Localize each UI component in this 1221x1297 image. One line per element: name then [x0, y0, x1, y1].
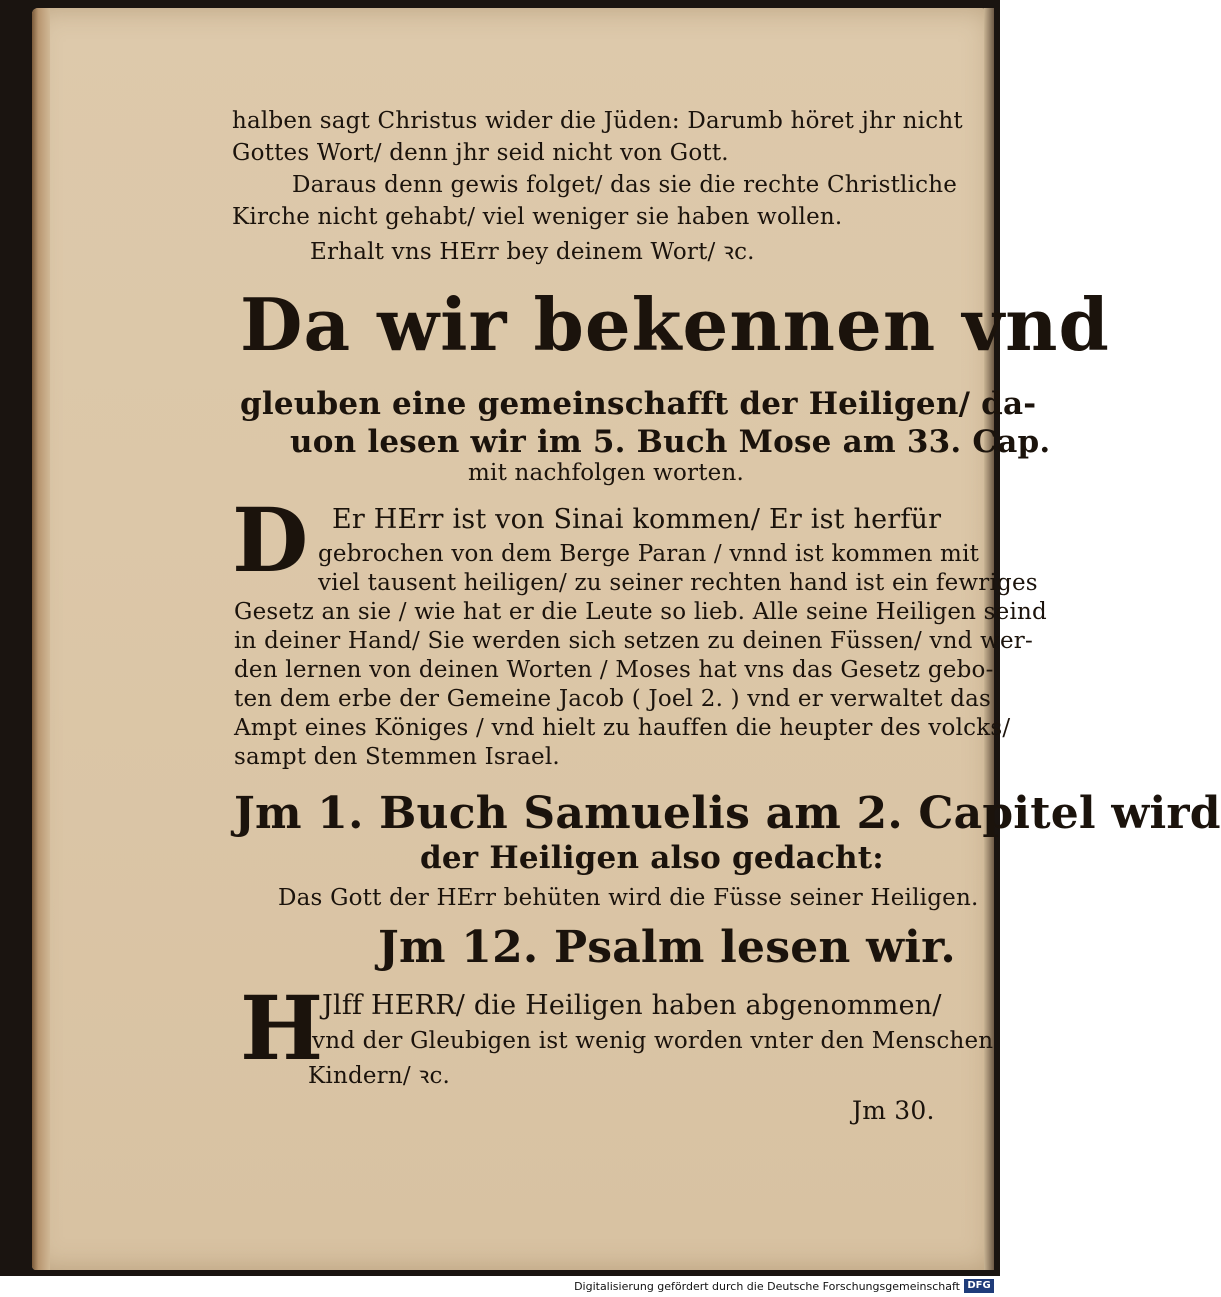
drop-initial: H — [240, 976, 324, 1080]
section-heading-line: gleuben eine gemeinschafft der Heiligen/ da- — [240, 386, 1037, 422]
section-heading: Jm 12. Psalm lesen wir. — [378, 922, 956, 973]
text-line: vnd der Gleubigen ist wenig worden vnter den Menschen — [312, 1028, 994, 1054]
text-line: gebrochen von dem Berge Paran / vnnd ist kommen mit — [318, 541, 980, 567]
text-line: Erhalt vns HErr bey deinem Wort/ ꝛc. — [310, 239, 755, 265]
text-line: Ampt eines Königes / vnd hielt zu hauffen die heupter des volcks/ — [234, 715, 1011, 741]
section-heading-line: mit nachfolgen worten. — [468, 460, 745, 486]
text-line: Daraus denn gewis folget/ das sie die rechte Christliche — [292, 172, 958, 198]
text-line: Jlff HERR/ die Heiligen haben abgenommen/ — [322, 990, 942, 1021]
drop-initial: D — [232, 488, 309, 592]
text-line: Kirche nicht gehabt/ viel weniger sie haben wollen. — [232, 204, 843, 230]
text-line: ten dem erbe der Gemeine Jacob ( Joel 2. ) vnd er verwaltet das — [234, 686, 992, 712]
text-line: halben sagt Christus wider die Jüden: Darumb höret jhr nicht — [232, 108, 963, 134]
text-line: Kindern/ ꝛc. — [308, 1063, 451, 1089]
text-line: in deiner Hand/ Sie werden sich setzen zu deinen Füssen/ vnd wer- — [234, 628, 1033, 654]
text-line: den lernen von deinen Worten / Moses hat vns das Gesetz gebo- — [234, 657, 994, 683]
catchword: Jm 30. — [852, 1096, 935, 1125]
section-heading: Da wir bekennen vnd — [240, 282, 1110, 367]
text-line: Gottes Wort/ denn jhr seid nicht von Gott. — [232, 140, 729, 166]
text-line: Das Gott der HErr behüten wird die Füsse seiner Heiligen. — [278, 885, 979, 911]
footer-credit: Digitalisierung gefördert durch die Deutsche Forschungsgemeinschaft — [574, 1280, 960, 1293]
text-line: Er HErr ist von Sinai kommen/ Er ist herfür — [332, 504, 942, 535]
section-heading-line: der Heiligen also gedacht: — [420, 840, 884, 876]
footer-bar — [0, 1276, 1000, 1297]
section-heading-line: uon lesen wir im 5. Buch Mose am 33. Cap. — [290, 424, 1051, 460]
dfg-logo: DFG — [964, 1279, 994, 1293]
page-left-edge — [32, 8, 50, 1270]
text-line: Gesetz an sie / wie hat er die Leute so lieb. Alle seine Heiligen seind — [234, 599, 1047, 625]
text-line: viel tausent heiligen/ zu seiner rechten hand ist ein fewriges — [318, 570, 1038, 596]
text-line: sampt den Stemmen Israel. — [234, 744, 560, 770]
section-heading: Jm 1. Buch Samuelis am 2. Capitel wird — [234, 788, 1221, 839]
